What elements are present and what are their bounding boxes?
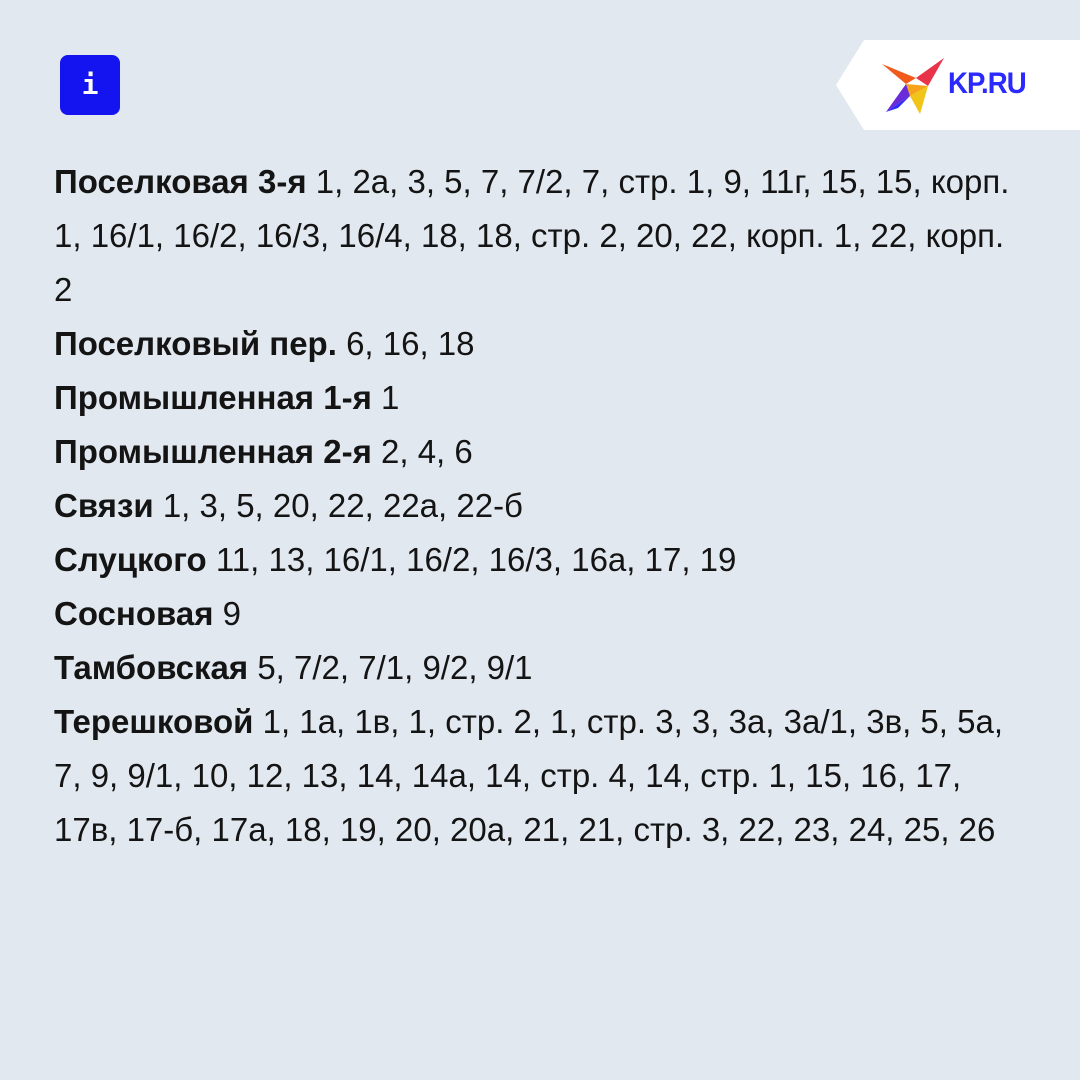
street-name: Поселковая 3-я <box>54 163 307 200</box>
house-numbers: 1, 1а, 1в, 1, стр. 2, 1, стр. 3, 3, 3а, 3а/1, 3в, 5, 5а, 7, 9, 9/1, 10, 12, 13, 14, 14а, 14, стр. 4, 14, стр. 1, 15, 16, 17, 17в, 17-б, 17а, 18, 19, 20, 20а, 21, 21, стр. 3, 22, 23, 24, 25, 26 <box>54 703 1003 848</box>
street-name: Промышленная 1-я <box>54 379 372 416</box>
house-numbers: 1, 3, 5, 20, 22, 22а, 22-б <box>162 487 523 524</box>
list-item <box>54 641 1024 695</box>
street-name: Связи <box>54 487 154 524</box>
street-name: Поселковый пер. <box>54 325 337 362</box>
house-numbers: 6, 16, 18 <box>346 325 475 362</box>
address-list <box>54 155 1024 857</box>
house-numbers: 5, 7/2, 7/1, 9/2, 9/1 <box>257 649 533 686</box>
brand-logo <box>836 40 1080 130</box>
street-name: Промышленная 2-я <box>54 433 372 470</box>
list-item <box>54 317 1024 371</box>
street-name: Сосновая <box>54 595 214 632</box>
house-numbers: 1 <box>381 379 400 416</box>
info-glyph: i <box>81 68 99 101</box>
house-numbers: 11, 13, 16/1, 16/2, 16/3, 16а, 17, 19 <box>215 541 737 578</box>
list-item <box>54 695 1024 857</box>
bird-logo-icon <box>880 56 946 116</box>
list-item <box>54 479 1024 533</box>
street-name: Тамбовская <box>54 649 249 686</box>
list-item <box>54 425 1024 479</box>
house-numbers: 1, 2а, 3, 5, 7, 7/2, 7, стр. 1, 9, 11г, 15, 15, корп. 1, 16/1, 16/2, 16/3, 16/4, 18, 18, стр. 2, 20, 22, корп. 1, 22, корп. 2 <box>54 163 1010 308</box>
info-icon <box>60 55 120 115</box>
house-numbers: 2, 4, 6 <box>381 433 473 470</box>
street-name: Терешковой <box>54 703 254 740</box>
list-item <box>54 533 1024 587</box>
street-name: Слуцкого <box>54 541 207 578</box>
list-item <box>54 371 1024 425</box>
list-item <box>54 155 1024 317</box>
brand-name: KP.RU <box>948 67 1026 100</box>
house-numbers: 9 <box>222 595 241 632</box>
list-item <box>54 587 1024 641</box>
